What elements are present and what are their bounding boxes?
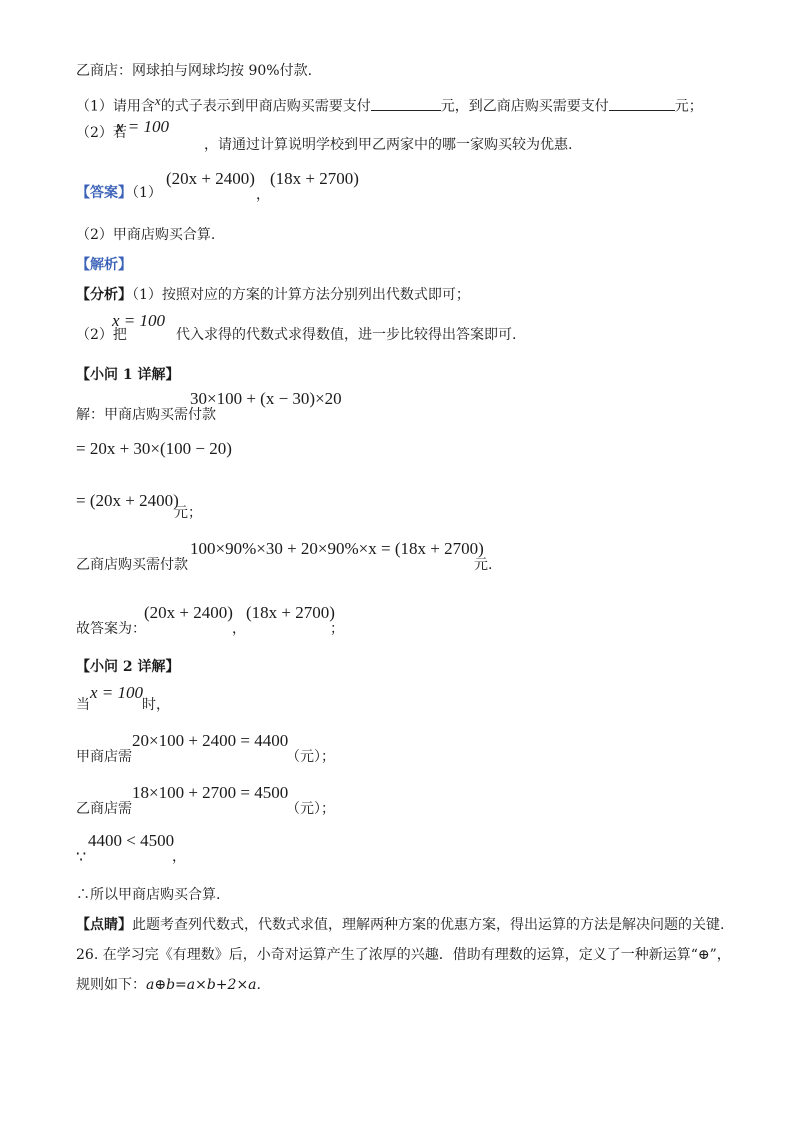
sol-5-math-1: (20x + 2400) xyxy=(144,603,233,622)
sol-3-math: = (20x + 2400) xyxy=(76,491,179,510)
rule-prefix: 规则如下： xyxy=(76,977,146,993)
rule-expression: a⊕b=a×b+2×a. xyxy=(146,977,261,993)
sol-5-math-2: (18x + 2700) xyxy=(246,603,335,622)
answer-line xyxy=(76,184,162,202)
t3-math: 18×100 + 2700 = 4500 xyxy=(132,783,289,802)
sol-5-end: ； xyxy=(330,621,344,637)
fenxi-2-math: x = 100 xyxy=(112,311,166,330)
analysis-tag: 【解析】 xyxy=(76,257,132,273)
t1-math: x = 100 xyxy=(90,683,144,702)
answer-2: （2）甲商店购买合算. xyxy=(76,227,216,243)
q2-post: ，请通过计算说明学校到甲乙两家中的哪一家购买较为优惠. xyxy=(204,137,573,153)
t1-post: 时， xyxy=(142,697,170,713)
sol-5-comma: ， xyxy=(232,621,246,637)
sol-4-math: 100×90%×30 + 20×90%×x = (18x + 2700) xyxy=(190,539,484,558)
subq2-heading: 【小问 2 详解】 xyxy=(76,659,180,675)
subq1-heading: 【小问 1 详解】 xyxy=(76,367,180,383)
answer-math-1: (20x + 2400) xyxy=(166,169,255,188)
t1-prefix: 当 xyxy=(76,697,90,713)
t5-conclusion: ∴所以甲商店购买合算. xyxy=(76,887,221,903)
fenxi-line-1 xyxy=(76,286,470,304)
dianjing-line xyxy=(76,916,724,934)
t4-math: 4400 < 4500 xyxy=(88,831,175,850)
question-1 xyxy=(76,92,703,116)
q2-prefix: （2）若 xyxy=(76,125,127,141)
q1-prefix: （1）请用含 xyxy=(76,98,155,115)
line-shop-b: 乙商店：网球拍与网球均按 90%付款. xyxy=(76,63,313,79)
dianjing-text: 此题考查列代数式，代数式求值，理解两种方案的优惠方案，得出运算的方法是解决问题的关键. xyxy=(132,917,725,933)
q1-yuan2: 元； xyxy=(674,98,703,115)
blank-1 xyxy=(371,96,441,111)
sol-4-prefix: 乙商店购买需付款 xyxy=(76,557,188,573)
t4-because: ∵ xyxy=(76,847,87,866)
answer-comma: ， xyxy=(256,187,270,203)
q1-x: x xyxy=(154,93,161,108)
sol-1-prefix: 解：甲商店购买需付款 xyxy=(76,407,216,423)
sol-4-post: 元. xyxy=(474,557,493,573)
sol-5-prefix: 故答案为： xyxy=(76,621,146,637)
t2-post: （元）； xyxy=(286,749,335,765)
t2-prefix: 甲商店需 xyxy=(76,749,132,765)
q1-yuan1: 元，到乙商店购买需要支付 xyxy=(440,98,609,115)
fenxi-tag: 【分析】 xyxy=(76,287,132,303)
problem-26-rule xyxy=(76,976,261,994)
t4-post: ， xyxy=(172,849,186,865)
sol-3-post: 元； xyxy=(174,505,202,521)
blank-2 xyxy=(609,96,675,111)
fenxi-2-post: 代入求得的代数式求得数值，进一步比较得出答案即可. xyxy=(176,327,517,343)
q1-mid: 的式子表示到甲商店购买需要支付 xyxy=(160,98,371,115)
t3-post: （元）； xyxy=(286,801,335,817)
problem-26: 26. 在学习完《有理数》后，小奇对运算产生了浓厚的兴趣．借助有理数的运算，定义了一种新运算“⊕”， xyxy=(76,947,731,963)
answer-tag: 【答案】 xyxy=(76,185,132,201)
fenxi-2-prefix: （2）把 xyxy=(76,327,127,343)
answer-prefix: （1） xyxy=(132,185,162,201)
answer-math-2: (18x + 2700) xyxy=(270,169,359,188)
dianjing-tag: 【点睛】 xyxy=(76,917,132,933)
t3-prefix: 乙商店需 xyxy=(76,801,132,817)
q2-math: x = 100 xyxy=(116,117,170,136)
sol-2-math: = 20x + 30×(100 − 20) xyxy=(76,439,232,458)
t2-math: 20×100 + 2400 = 4400 xyxy=(132,731,289,750)
fenxi-1: （1）按照对应的方案的计算方法分别列出代数式即可； xyxy=(132,287,470,303)
sol-1-math: 30×100 + (x − 30)×20 xyxy=(190,389,342,408)
